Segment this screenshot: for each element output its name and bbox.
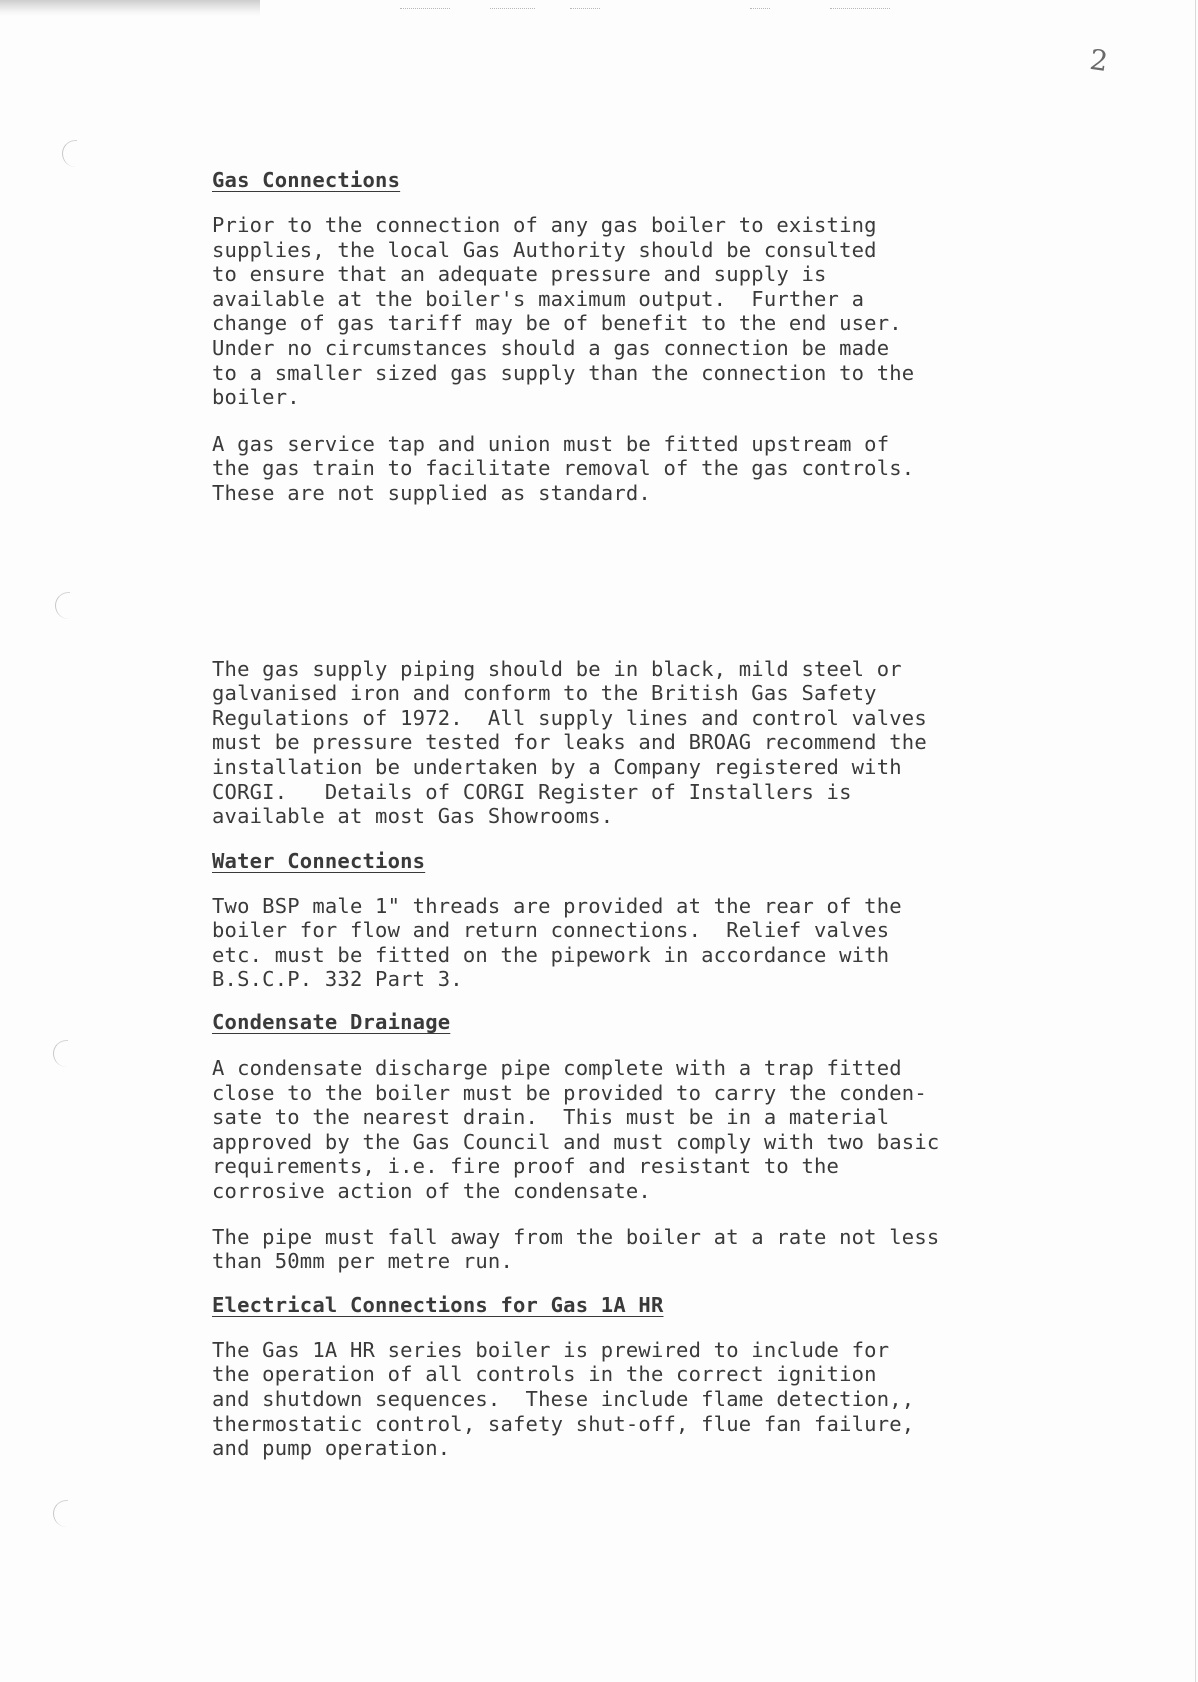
text-line: the operation of all controls in the correct ignition	[212, 1362, 877, 1387]
section-heading-electrical-connections: Electrical Connections for Gas 1A HR	[212, 1292, 664, 1317]
scan-dot-artifact	[400, 8, 450, 10]
text-line: Prior to the connection of any gas boiler to existing	[212, 213, 877, 237]
paragraph-service-tap	[212, 432, 1082, 506]
scan-dot-artifact	[490, 8, 535, 10]
scan-edge-artifact	[0, 0, 260, 16]
text-line: to a smaller sized gas supply than the connection to the	[212, 360, 915, 385]
text-line: close to the boiler must be provided to carry the conden-	[212, 1080, 927, 1105]
text-line: available at most Gas Showrooms.	[212, 804, 614, 829]
text-line: The Gas 1A HR series boiler is prewired to include for	[212, 1337, 890, 1362]
punch-hole-mark	[62, 140, 77, 167]
text-line: etc. must be fitted on the pipework in accordance with	[212, 942, 890, 967]
text-line: sate to the nearest drain. This must be in a material	[212, 1105, 890, 1130]
paragraph-prewired	[212, 1338, 1082, 1461]
scan-dot-artifact	[570, 8, 600, 10]
text-line: Under no circumstances should a gas connection be made	[212, 335, 890, 360]
text-line: Regulations of 1972. All supply lines and control valves	[212, 705, 927, 730]
text-line: installation be undertaken by a Company registered with	[212, 754, 902, 779]
paragraph-supply-piping	[212, 657, 1082, 829]
paragraph-water-threads	[212, 894, 1082, 992]
paragraph-condensate-pipe	[212, 1056, 1082, 1204]
paragraph-gas-authority	[212, 213, 1082, 410]
punch-hole-mark	[55, 592, 70, 619]
text-line: galvanised iron and conform to the British Gas Safety	[212, 681, 877, 706]
text-line: boiler.	[212, 385, 300, 410]
paragraph-pipe-fall	[212, 1225, 1082, 1274]
text-line: supplies, the local Gas Authority should be consulted	[212, 237, 877, 262]
scan-dot-artifact	[750, 8, 770, 10]
text-line: change of gas tariff may be of benefit to the end user.	[212, 311, 902, 336]
text-line: B.S.C.P. 332 Part 3.	[212, 967, 463, 992]
text-line: approved by the Gas Council and must comply with two basic	[212, 1129, 940, 1154]
text-line: the gas train to facilitate removal of the gas controls.	[212, 456, 915, 481]
section-heading-water-connections: Water Connections	[212, 848, 426, 873]
text-line: Two BSP male 1" threads are provided at the rear of the	[212, 893, 902, 918]
page-number: 2	[1087, 42, 1111, 79]
document-body	[212, 168, 1082, 1461]
scan-right-edge	[1195, 0, 1196, 1682]
punch-hole-mark	[53, 1500, 68, 1527]
punch-hole-mark	[53, 1040, 68, 1067]
scan-dot-artifact	[830, 8, 890, 10]
text-line: The pipe must fall away from the boiler at a rate not less	[212, 1224, 940, 1249]
text-line: requirements, i.e. fire proof and resistant to the	[212, 1154, 840, 1179]
text-line: A condensate discharge pipe complete with a trap fitted	[212, 1056, 902, 1081]
section-heading-condensate-drainage: Condensate Drainage	[212, 1010, 451, 1035]
text-line: corrosive action of the condensate.	[212, 1179, 651, 1204]
text-line: A gas service tap and union must be fitted upstream of	[212, 431, 890, 456]
text-line: These are not supplied as standard.	[212, 480, 651, 505]
text-line: to ensure that an adequate pressure and supply is	[212, 262, 827, 287]
text-line: boiler for flow and return connections. Relief valves	[212, 918, 890, 943]
text-line: than 50mm per metre run.	[212, 1249, 514, 1274]
text-line: and pump operation.	[212, 1436, 451, 1461]
section-heading-gas-connections: Gas Connections	[212, 168, 401, 192]
text-line: available at the boiler's maximum output. Further a	[212, 286, 865, 311]
text-line: must be pressure tested for leaks and BROAG recommend the	[212, 730, 927, 755]
text-line: The gas supply piping should be in black, mild steel or	[212, 656, 902, 681]
text-line: thermostatic control, safety shut-off, flue fan failure,	[212, 1411, 915, 1436]
text-line: CORGI. Details of CORGI Register of Installers is	[212, 779, 852, 804]
text-line: and shutdown sequences. These include flame detection,,	[212, 1387, 915, 1411]
